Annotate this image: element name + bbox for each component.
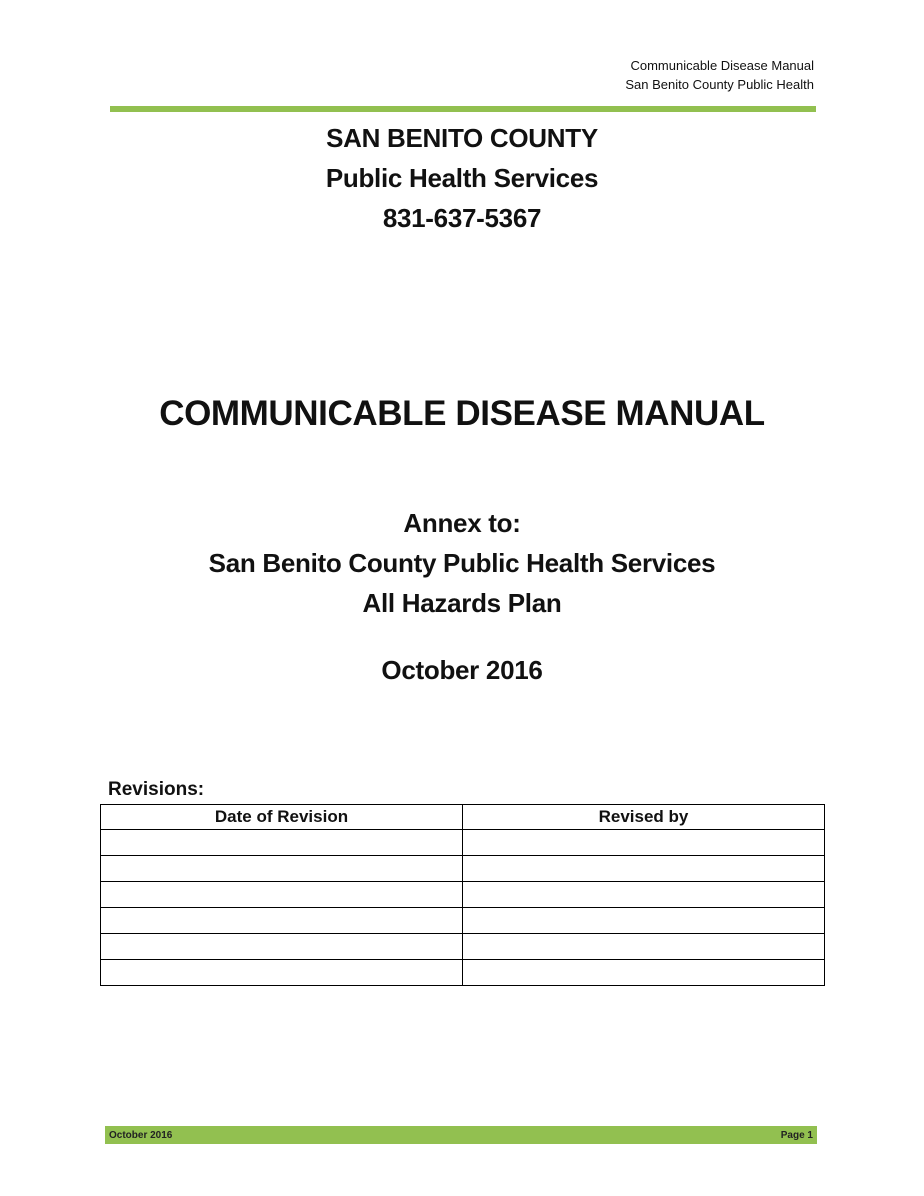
table-row — [101, 830, 825, 856]
agency-name: SAN BENITO COUNTY — [326, 123, 598, 153]
table-cell — [101, 882, 463, 908]
revisions-label: Revisions: — [108, 779, 205, 800]
annex-line2: San Benito County Public Health Services — [208, 548, 716, 578]
table-row — [101, 960, 825, 986]
running-header-line1: Communicable Disease Manual — [630, 58, 814, 73]
table-cell — [463, 960, 825, 986]
annex-line1: Annex to: — [403, 508, 521, 538]
annex-line3: All Hazards Plan — [362, 588, 562, 618]
agency-department: Public Health Services — [325, 163, 599, 193]
footer-date: October 2016 — [109, 1129, 173, 1141]
annex-block — [0, 503, 924, 623]
table-cell — [101, 830, 463, 856]
revisions-header-row — [101, 805, 825, 830]
table-cell — [463, 882, 825, 908]
table-cell — [101, 856, 463, 882]
table-row — [101, 908, 825, 934]
table-cell — [101, 908, 463, 934]
column-header-date: Date of Revision — [101, 805, 463, 830]
column-header-revised-by: Revised by — [463, 805, 825, 830]
document-title: COMMUNICABLE DISEASE MANUAL — [159, 394, 765, 433]
document-date: October 2016 — [381, 655, 543, 685]
running-header — [625, 56, 814, 94]
footer-bar — [105, 1126, 817, 1144]
footer-page-number: Page 1 — [780, 1129, 813, 1141]
table-cell — [463, 856, 825, 882]
agency-block — [0, 118, 924, 238]
table-row — [101, 934, 825, 960]
table-cell — [101, 934, 463, 960]
table-cell — [463, 934, 825, 960]
table-cell — [463, 830, 825, 856]
header-rule — [110, 106, 816, 112]
table-cell — [463, 908, 825, 934]
revisions-table — [100, 804, 825, 986]
table-row — [101, 882, 825, 908]
table-row — [101, 856, 825, 882]
agency-phone: 831-637-5367 — [382, 203, 542, 233]
table-cell — [101, 960, 463, 986]
running-header-line2: San Benito County Public Health — [625, 77, 814, 92]
